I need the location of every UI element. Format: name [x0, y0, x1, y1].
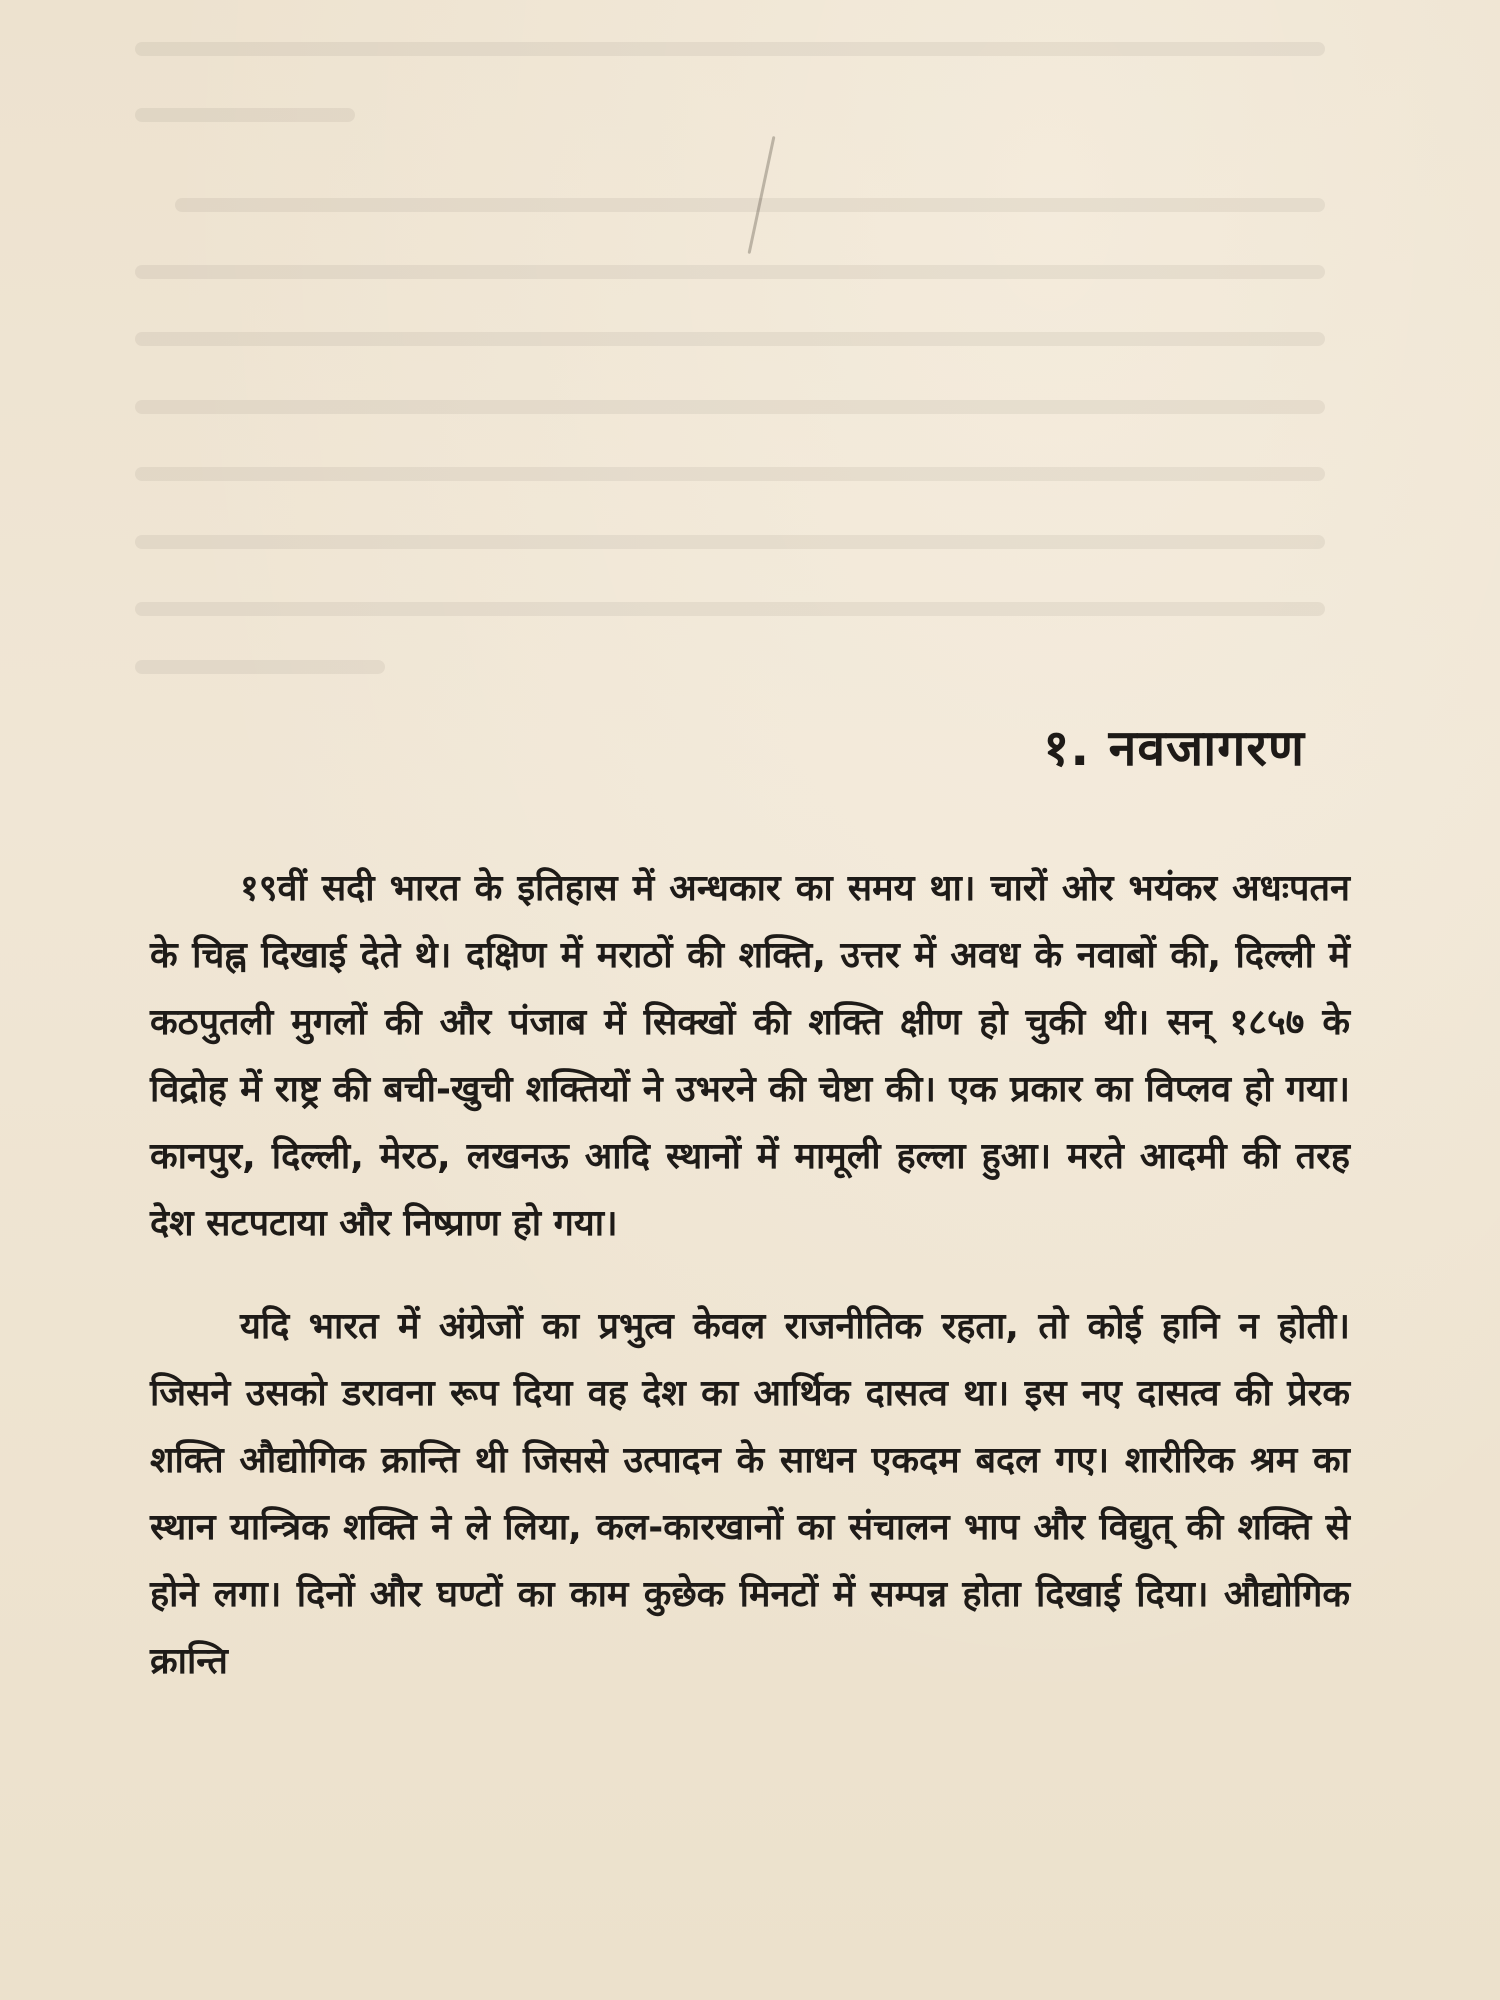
- bleed-through-text: [135, 20, 1335, 660]
- chapter-body: [150, 855, 1350, 1695]
- paragraph-1: १९वीं सदी भारत के इतिहास में अन्धकार का समय था। चारों ओर भयंकर अधःपतन के चिह्न दिखाई देते थे। दक्षिण में मराठों की शक्ति, उत्तर में अवध के नवाबों की, दिल्ली में कठपुतली मुगलों की और पंजाब में सिक्खों की शक्ति क्षीण हो चुकी थी। सन् १८५७ के विद्रोह में राष्ट्र की बची-खुची शक्तियों ने उभरने की चेष्टा की। एक प्रकार का विप्लव हो गया। कानपुर, दिल्ली, मेरठ, लखनऊ आदि स्थानों में मामूली हल्ला हुआ। मरते आदमी की तरह देश सटपटाया और निष्प्राण हो गया।: [150, 868, 1350, 1244]
- chapter-title: १. नवजागरण: [1043, 719, 1305, 777]
- paragraph-2: यदि भारत में अंग्रेजों का प्रभुत्व केवल राजनीतिक रहता, तो कोई हानि न होती। जिसने उसको डरावना रूप दिया वह देश का आर्थिक दासत्व था। इस नए दासत्व की प्रेरक शक्ति औद्योगिक क्रान्ति थी जिससे उत्पादन के साधन एकदम बदल गए। शारीरिक श्रम का स्थान यान्त्रिक शक्ति ने ले लिया, कल-कारखानों का संचालन भाप और विद्युत् की शक्ति से होने लगा। दिनों और घण्टों का काम कुछेक मिनटों में सम्पन्न होता दिखाई दिया। औद्योगिक क्रान्ति: [150, 1306, 1350, 1682]
